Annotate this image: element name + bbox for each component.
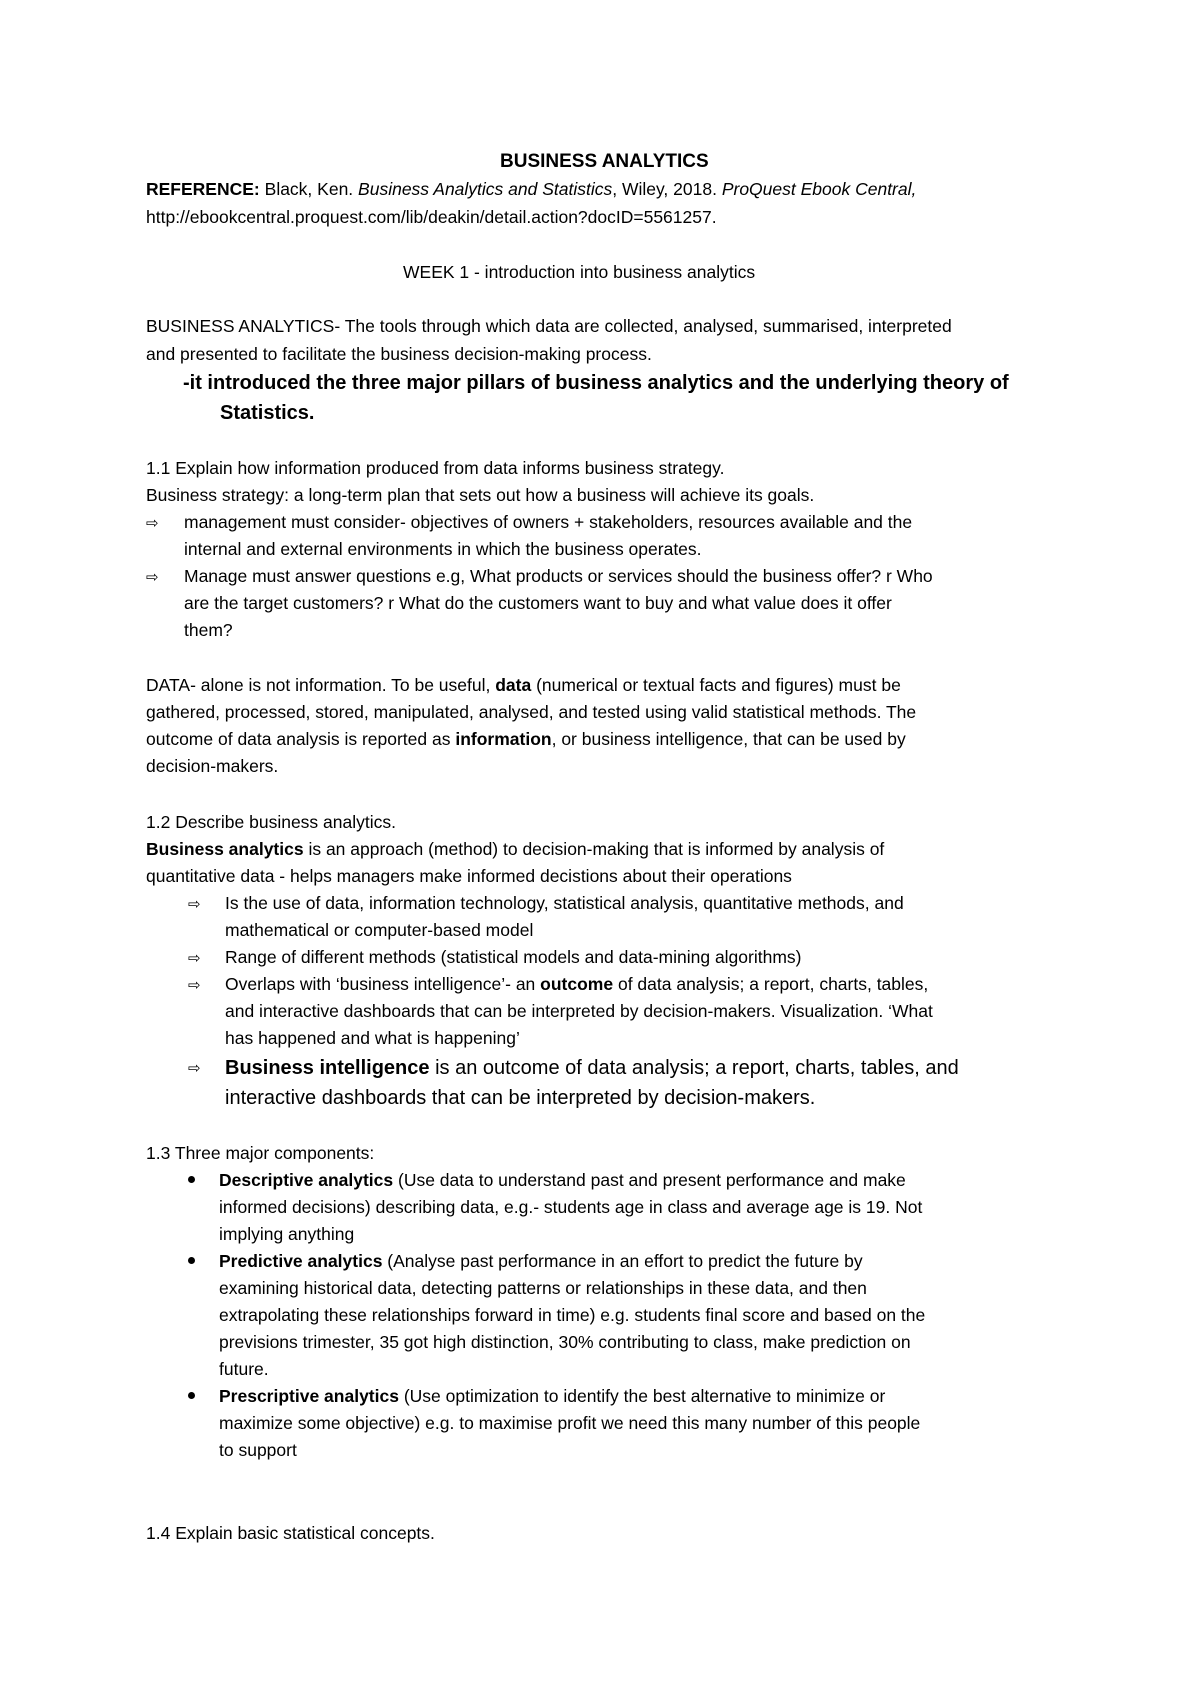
arrow-bullet-icon: ⇨ bbox=[146, 515, 159, 532]
s12-bullet-2: Range of different methods (statistical models and data-mining algorithms) bbox=[225, 947, 802, 967]
predictive-line-3: extrapolating these relationships forward in time) e.g. students final score and based on the bbox=[219, 1305, 926, 1325]
definition-line-1: BUSINESS ANALYTICS- The tools through which data are collected, analysed, summarised, interpreted bbox=[146, 316, 952, 336]
reference-url: http://ebookcentral.proquest.com/lib/deakin/detail.action?docID=5561257. bbox=[146, 207, 717, 227]
predictive-line-1: Predictive analytics (Analyse past performance in an effort to predict the future by bbox=[219, 1251, 863, 1271]
section-1-2-heading: 1.2 Describe business analytics. bbox=[146, 812, 396, 832]
s11-bullet-1-line-2: internal and external environments in which the business operates. bbox=[184, 539, 702, 559]
week-heading: WEEK 1 - introduction into business analytics bbox=[403, 262, 756, 282]
data-paragraph-line-2: gathered, processed, stored, manipulated, analysed, and tested using valid statistical methods. The bbox=[146, 702, 917, 722]
bullet-dot-icon bbox=[188, 1392, 195, 1399]
descriptive-line-2: informed decisions) describing data, e.g.- students age in class and average age is 19. Not bbox=[219, 1197, 923, 1217]
predictive-line-4: previsions trimester, 35 got high distinction, 30% contributing to class, make prediction on bbox=[219, 1332, 911, 1352]
prescriptive-line-2: maximize some objective) e.g. to maximise profit we need this many number of this people bbox=[219, 1413, 921, 1433]
reference-source: ProQuest Ebook Central, bbox=[721, 179, 917, 199]
s12-definition-line-2: quantitative data - helps managers make informed decistions about their operations bbox=[146, 866, 792, 886]
s11-bullet-1-line-1: management must consider- objectives of owners + stakeholders, resources available and the bbox=[184, 512, 913, 532]
section-1-4-heading: 1.4 Explain basic statistical concepts. bbox=[146, 1523, 435, 1543]
pillars-line-2: Statistics. bbox=[220, 402, 315, 424]
descriptive-line-3: implying anything bbox=[219, 1224, 355, 1244]
s12-bullet-3-line-1: Overlaps with ‘business intelligence’- an outcome of data analysis; a report, charts, tables, bbox=[225, 974, 929, 994]
s12-bullet-1-line-1: Is the use of data, information technology, statistical analysis, quantitative methods, and bbox=[225, 893, 904, 913]
arrow-bullet-icon: ⇨ bbox=[188, 1060, 201, 1077]
arrow-bullet-icon: ⇨ bbox=[188, 977, 201, 994]
reference-label: REFERENCE: bbox=[146, 179, 260, 199]
bullet-dot-icon bbox=[188, 1257, 195, 1264]
prescriptive-line-3: to support bbox=[219, 1440, 297, 1460]
data-paragraph-line-1: DATA- alone is not information. To be useful, data (numerical or textual facts and figures) must be bbox=[146, 675, 901, 695]
s12-definition-line-1: Business analytics is an approach (method) to decision-making that is informed by analysis of bbox=[146, 839, 885, 859]
definition-line-2: and presented to facilitate the business decision-making process. bbox=[146, 344, 652, 364]
prescriptive-line-1: Prescriptive analytics (Use optimization to identify the best alternative to minimize or bbox=[219, 1386, 886, 1406]
arrow-bullet-icon: ⇨ bbox=[188, 950, 201, 967]
bullet-dot-icon bbox=[188, 1176, 195, 1183]
section-1-3-heading: 1.3 Three major components: bbox=[146, 1143, 375, 1163]
arrow-bullet-icon: ⇨ bbox=[188, 896, 201, 913]
pillars-line-1: -it introduced the three major pillars of business analytics and the underlying theory of bbox=[183, 372, 1009, 394]
section-1-1-heading: 1.1 Explain how information produced from data informs business strategy. bbox=[146, 458, 725, 478]
business-strategy-definition: Business strategy: a long-term plan that sets out how a business will achieve its goals. bbox=[146, 485, 815, 505]
arrow-bullet-icon: ⇨ bbox=[146, 569, 159, 586]
reference-line-1: REFERENCE: Black, Ken. Business Analytics and Statistics, Wiley, 2018. ProQuest Ebook Central, bbox=[146, 179, 917, 199]
data-paragraph-line-3: outcome of data analysis is reported as information, or business intelligence, that can be used by bbox=[146, 729, 906, 749]
s12-bullet-3-line-2: and interactive dashboards that can be interpreted by decision-makers. Visualization. ‘What bbox=[225, 1001, 933, 1021]
s12-bullet-3-line-3: has happened and what is happening’ bbox=[225, 1028, 520, 1048]
s11-bullet-2-line-1: Manage must answer questions e.g, What products or services should the business offer? r Who bbox=[184, 566, 933, 586]
bi-bullet-line-2: interactive dashboards that can be interpreted by decision-makers. bbox=[225, 1087, 816, 1109]
s11-bullet-2-line-3: them? bbox=[184, 620, 233, 640]
s11-bullet-2-line-2: are the target customers? r What do the customers want to buy and what value does it offer bbox=[184, 593, 892, 613]
s12-bullet-1-line-2: mathematical or computer-based model bbox=[225, 920, 534, 940]
predictive-line-2: examining historical data, detecting patterns or relationships in these data, and then bbox=[219, 1278, 867, 1298]
bi-bullet-line-1: Business intelligence is an outcome of data analysis; a report, charts, tables, and bbox=[225, 1057, 959, 1079]
document-title: BUSINESS ANALYTICS bbox=[500, 151, 709, 172]
descriptive-line-1: Descriptive analytics (Use data to understand past and present performance and make bbox=[219, 1170, 906, 1190]
predictive-line-5: future. bbox=[219, 1359, 269, 1379]
data-paragraph-line-4: decision-makers. bbox=[146, 756, 279, 776]
reference-book-title: Business Analytics and Statistics bbox=[358, 179, 613, 199]
